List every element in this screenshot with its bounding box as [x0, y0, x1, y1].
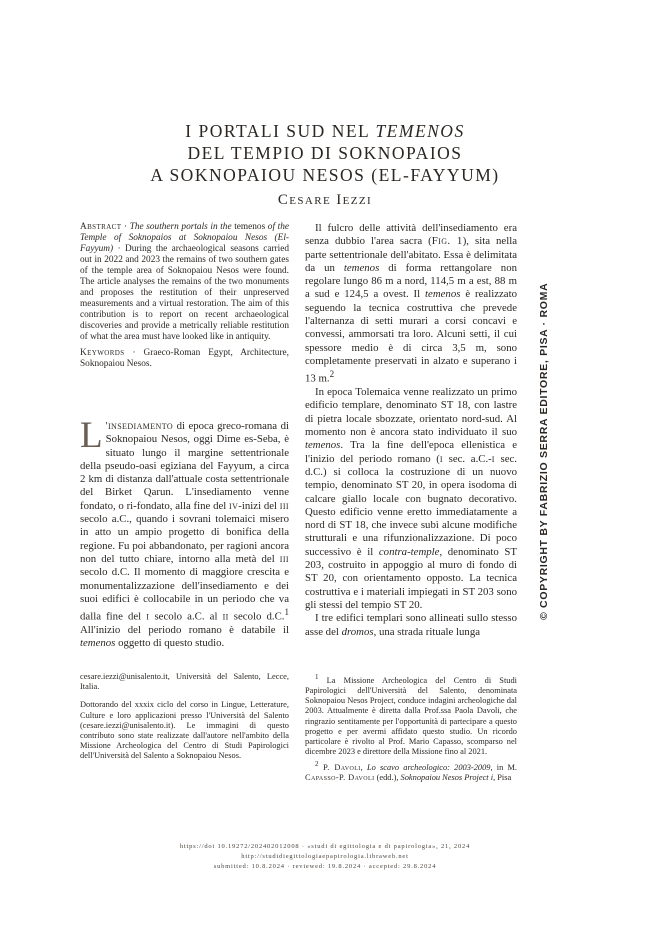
doi-line: https://doi 10.19272/202402012008 · «studi di egittologia e di papirologia», 21, 2024 [179, 843, 471, 850]
review-dates: submitted: 10.8.2024 · reviewed: 19.8.2024 · accepted: 29.8.2024 [213, 863, 437, 870]
page-footer [0, 842, 650, 872]
footnotes [305, 672, 517, 786]
footnote-1: $^1$ La Missione Archeologica del Centro di Studi Papirologici dell'Università del Salento, denominata Soknopaiou Nesos Project, conduce indagini archeologiche dal 2003. Attualmente è diretta dalla Prof.ssa Paola Davoli, che ringrazio sentitamente per l'opportunità di partecipare a questo progetto e per avermi affidato questo studio. Un ricordo particolare è rivolto al Prof. Mario Capasso, scomparso nel dicembre 2023 e direttore della Missione fino al 2021. [305, 673, 517, 757]
title-line-1: I PORTALI SUD NEL TEMENOS [185, 121, 465, 141]
author-contact: cesare.iezzi@unisalento.it, Università del Salento, Lecce, Italia. [80, 672, 289, 692]
footnote-ref-1: 1 [284, 607, 289, 618]
body-column-right [305, 222, 517, 639]
copyright-notice: © COPYRIGHT BY FABRIZIO SERRA EDITORE, PISA · ROMA [538, 282, 550, 620]
author-notes [80, 672, 289, 770]
body-paragraph-1: Il fulcro delle attività dell'insediamento era senza dubbio l'area sacra (Fig. 1), sita nella parte settentrionale dell'abitato. Essa è delimitata da un temenos di forma rettangolare non regolare lungo 86 m a nord, 114,5 m a est, 88 m a sud e 124,5 a ovest. Il temenos è realizzato seguendo la tecnica costruttiva che prevede l'alternanza di setti murari a corsi concavi e convessi, ammorsati tra loro. Alcuni setti, il cui spessore medio è di circa 3,5 m, sono completamente preservati in alzato e superano i 13 m.$^2$ [305, 222, 518, 385]
body-paragraph-3: I tre edifici templari sono allineati sullo stesso asse del dromos, una strada rituale lunga [305, 612, 517, 638]
abstract: Abstract · The southern portals in the temenos of the Temple of Soknopaios at Soknopaiou Nesos (El-Fayyum) · During the archaeological seasons carried out in 2022 and 2023 the remains of two southern gates of the temple area of Soknopaiou Nesos were found. The article analyses the remains of the two monuments and proposes the restitution of their unpreserved measurements and a virtual restoration. The aim of this contribution is to report on recent archaeological discoveries and provide a metrically reliable restitution of what the area must have looked like in antiquity. [80, 222, 289, 342]
article-title [0, 120, 650, 186]
intro-paragraph: L 'insediamento di epoca greco-romana di Soknopaiou Nesos, oggi Dime es-Seba, è situato lungo il margine settentrionale della pseudo-oasi egiziana del Fayyum, a circa 2 km di distanza dall'attuale costa settentrionale del Birket Qarun. L'insediamento venne fondato, o ri-fondato, alla fine del iv-inizi del iii secolo a.C., quando i sovrani tolemaici misero in atto un ampio progetto di bonifica della regione. Fu poi abbandonato, per ragioni ancora non del tutto chiare, intorno alla metà del iii secolo d.C. Il momento di maggiore crescita e monumentalizzazione dell'insediamento e dei suoi edifici è collocabile in un periodo che va dalla fine del i secolo a.C. al ii secolo d.C.$^1$ All'inizio del periodo romano è databile il temenos oggetto di questo studio. [80, 415, 289, 650]
body-paragraph-2: In epoca Tolemaica venne realizzato un primo edificio templare, denominato ST 18, con lastre di pietra locale sbozzate, orientato nord-sud. Al momento non è ancora stato individuato il suo temenos. Tra la fine dell'epoca ellenistica e l'inizio del periodo romano (i sec. a.C.-i sec. d.C.) si colloca la costruzione di un nuovo tempio, denominato ST 20, in opera isodoma di calcare giallo locale con bugnato decorativo. Questo edificio venne eretto immediatamente a nord di ST 18, che invece subì alcune modifiche strutturali e una rifunzionalizzazione. Di poco successivo è il contra-temple, denominato ST 203, costruito in appoggio al muro di fondo di ST 20, con orientamento opposto. La tecnica costruttiva e i materiali impiegati in ST 203 sono gli stessi del tempio ST 20. [305, 386, 517, 611]
abstract-column [80, 222, 289, 375]
journal-url: http://studidiegittologiaepapirologia.libraweb.net [241, 853, 409, 860]
footnote-2: $^2$ P. Davoli, Lo scavo archeologico: 2003-2009, in M. Capasso-P. Davoli (edd.), Soknopaiou Nesos Project i, Pisa [305, 760, 518, 783]
footnote-ref-2: 2 [329, 369, 335, 380]
drop-cap: L [80, 415, 103, 456]
author-bio: Dottorando del xxxix ciclo del corso in Lingue, Letterature, Culture e loro applicazioni presso l'Università del Salento (cesare.iezzi@unisalento.it). Le immagini di questo contributo sono state realizzate dall'autore nell'ambito della Missione Archeologica del Centro di Studi Papirologici dell'Università del Salento a Soknopaiou Nesos. [80, 700, 289, 761]
title-line-3: A SOKNOPAIOU NESOS (EL-FAYYUM) [150, 165, 500, 185]
title-line-2: DEL TEMPIO DI SOKNOPAIOS [187, 143, 463, 163]
keywords: Keywords · Graeco-Roman Egypt, Architecture, Soknopaiou Nesos. [80, 348, 289, 369]
author-name: Cesare Iezzi [277, 192, 373, 208]
